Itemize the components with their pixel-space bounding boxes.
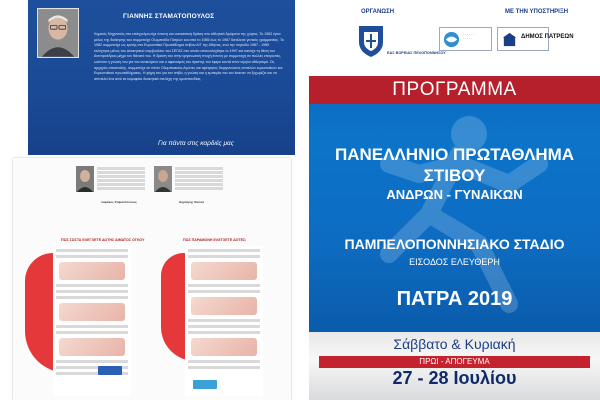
municipality-name: ΔΗΜΟΣ ΠΑΤΡΕΩΝ <box>521 34 574 40</box>
title-line-1: ΠΑΝΕΛΛΗΝΙΟ ΠΡΩΤΑΘΛΗΜΑ <box>334 145 575 164</box>
poster-header <box>309 0 600 76</box>
memorial-portrait <box>37 8 79 58</box>
support-label: ΜΕ ΤΗΝ ΥΠΟΣΤΗΡΙΞΗ <box>505 9 569 15</box>
title-line-3: ΑΝΔΡΩΝ - ΓΥΝΑΙΚΩΝ <box>386 187 523 202</box>
championship-poster <box>309 0 600 400</box>
title-line-2: ΣΤΙΒΟΥ <box>423 166 486 185</box>
leaflet-left-title: ΠΩΣ ΣΩΣΤΑ ΕΛΕΓΧΕΤΕ ΔΟΤΗΣ ΑΙΜΑΤΟΣ ΟΓΚΟΥ <box>61 238 145 242</box>
organizer-label: ΟΡΓΑΝΩΣΗ <box>361 9 395 15</box>
memorial-panel <box>28 0 295 155</box>
leaflet-logo-left <box>98 366 122 375</box>
leaflet-logo-right <box>193 380 217 389</box>
memorial-bio: Χημικός Μηχανικός στο επάγγελμα είχε έντονη και ουσιαστική δράση στο αθλητικό δρώμενο της χώρας. Το 1962 έγινε μέλος της διοίκησης του συμμετείχε Ολυμπιάδα Πατρών και από το 1985 έως το 1987 διετέλεσε γενικός γραμματέας. Το 1982 συμμετείχε ως κριτής στο Ευρωπαϊκό Πρωτάθλημα στίβου Α/Γ της Αθήνας, ενώ την περίοδο 1987 - 1989 εκλέχτηκε μέλος του Διοικητικού συμβουλίου του ΣΕΓΑΣ στο οποίο επανεκλέχθηκε το 1997 και κατείχε τη θέση του Αντιπροέδρου μέχρι τον θάνατό του. Η δράση του στην οργανωτική πτυχή έντονη με συμμετοχή σε πολλές επιτροπές, ωστόσο η γνώση του για τον αντικείμενο και ο αφανισμός του άριστης του έφερε κοντά στον υψηλό αθλητισμό. Ως αρχηγός αποστολής, συμμετείχε σε πέντε Ολυμπιακούς Αγώνες και αμέτρητες διοργανώσεις επιτελών ευρωπαϊκών και Ευρωπαϊκού πρωταθλήματος. Η φήμη του για τον στίβο, η γνώση και η εμπειρία του τον έκαναν να ξεχωρίζει και να αποτελεί ένα από τα κορυφαία διοικητικά στελέχη της ομοσπονδίας. <box>94 32 284 81</box>
region-sponsor-logo: · · · · · · · · · · · <box>439 27 492 51</box>
event-times: ΠΡΩΙ - ΑΠΟΓΕΥΜΑ <box>319 356 590 368</box>
event-dates: 27 - 28 Ιουλίου <box>392 368 517 388</box>
leaflet-portrait-left <box>76 166 94 192</box>
city-year: ΠΑΤΡΑ 2019 <box>396 288 513 310</box>
event-days: Σάββατο & Κυριακή <box>393 336 516 352</box>
leaflet-right-title: ΠΩΣ ΠΑΡΑΜΟΝΗ ΕΛΕΓΧΕΤΕ ΔΟΤΕΣ; <box>183 238 247 242</box>
leaflet-signature-left: Ξαφάκος Σταματόπουλος <box>101 200 137 204</box>
program-banner: ΠΡΟΓΡΑΜΜΑ <box>309 76 600 104</box>
memorial-name: ΓΙΑΝΝΗΣ ΣΤΑΜΑΤΟΠΟΥΛΟΣ <box>123 13 215 20</box>
leaflet-text-right <box>175 166 223 191</box>
organizer-seal-icon <box>356 22 386 58</box>
leaflet-portrait-right <box>154 166 172 192</box>
leaflet-right-column <box>185 246 263 396</box>
health-leaflet <box>13 158 291 400</box>
memorial-farewell: Για πάντα στις καρδιές μας <box>158 140 234 147</box>
free-entrance: ΕΙΣΟΔΟΣ ΕΛΕΥΘΕΡΗ <box>409 257 500 267</box>
leaflet-signature-right: Δημήτρης Ιάσονα <box>179 200 205 204</box>
leaflet-text-left <box>97 166 145 191</box>
organizer-name: ΕΑΣ ΒΟΡΕΙΑΣ ΠΕΛΟΠΟΝΝΗΣΟΥ <box>387 51 446 55</box>
venue-name: ΠΑΜΠΕΛΟΠΟΝΝΗΣΙΑΚΟ ΣΤΑΔΙΟ <box>344 236 565 252</box>
